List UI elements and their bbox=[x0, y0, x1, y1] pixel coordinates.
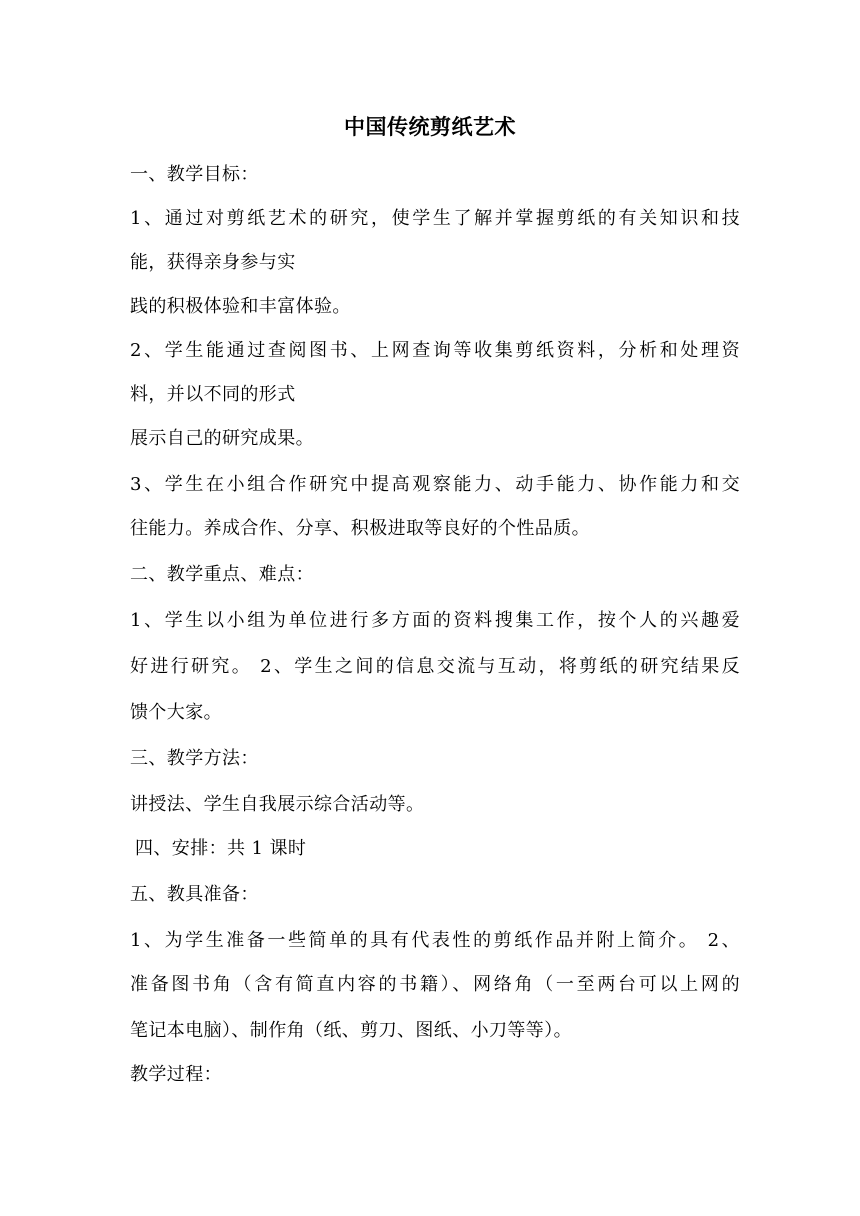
paragraph-line: 笔记本电脑）、制作角（纸、剪刀、图纸、小刀等等）。 bbox=[130, 1020, 572, 1041]
paragraph-line: 1、为学生准备一些简单的具有代表性的剪纸作品并附上简介。 2、 bbox=[130, 930, 740, 951]
paragraph-line: 1、学生以小组为单位进行多方面的资料搜集工作，按个人的兴趣爱 bbox=[130, 610, 740, 631]
paragraph-line: 践的积极体验和丰富体验。 bbox=[130, 296, 351, 317]
section-heading-schedule: 四、安排：共 1 课时 bbox=[135, 838, 307, 859]
paragraph-line: 料，并以不同的形式 bbox=[130, 384, 296, 405]
section-heading-key-points: 二、教学重点、难点： bbox=[130, 564, 314, 585]
document-title: 中国传统剪纸艺术 bbox=[344, 114, 516, 139]
paragraph-line: 好进行研究。 2、学生之间的信息交流与互动，将剪纸的研究结果反 bbox=[130, 656, 740, 677]
paragraph-line: 能，获得亲身参与实 bbox=[130, 252, 296, 273]
paragraph-line: 3、学生在小组合作研究中提高观察能力、动手能力、协作能力和交 bbox=[130, 474, 740, 495]
section-heading-process: 教学过程： bbox=[130, 1064, 222, 1085]
paragraph-line: 1、通过对剪纸艺术的研究，使学生了解并掌握剪纸的有关知识和技 bbox=[130, 208, 740, 229]
section-heading-materials: 五、教具准备： bbox=[130, 884, 259, 905]
paragraph-line: 展示自己的研究成果。 bbox=[130, 428, 314, 449]
section-heading-objectives: 一、教学目标： bbox=[130, 164, 259, 185]
paragraph-line: 馈个大家。 bbox=[130, 702, 222, 723]
paragraph-line: 2、学生能通过查阅图书、上网查询等收集剪纸资料，分析和处理资 bbox=[130, 340, 740, 361]
section-heading-methods: 三、教学方法： bbox=[130, 748, 259, 769]
paragraph-line: 往能力。养成合作、分享、积极进取等良好的个性品质。 bbox=[130, 518, 590, 539]
paragraph-line: 准备图书角（含有简直内容的书籍）、网络角（一至两台可以上网的 bbox=[130, 974, 740, 995]
paragraph-line: 讲授法、学生自我展示综合活动等。 bbox=[130, 794, 425, 815]
